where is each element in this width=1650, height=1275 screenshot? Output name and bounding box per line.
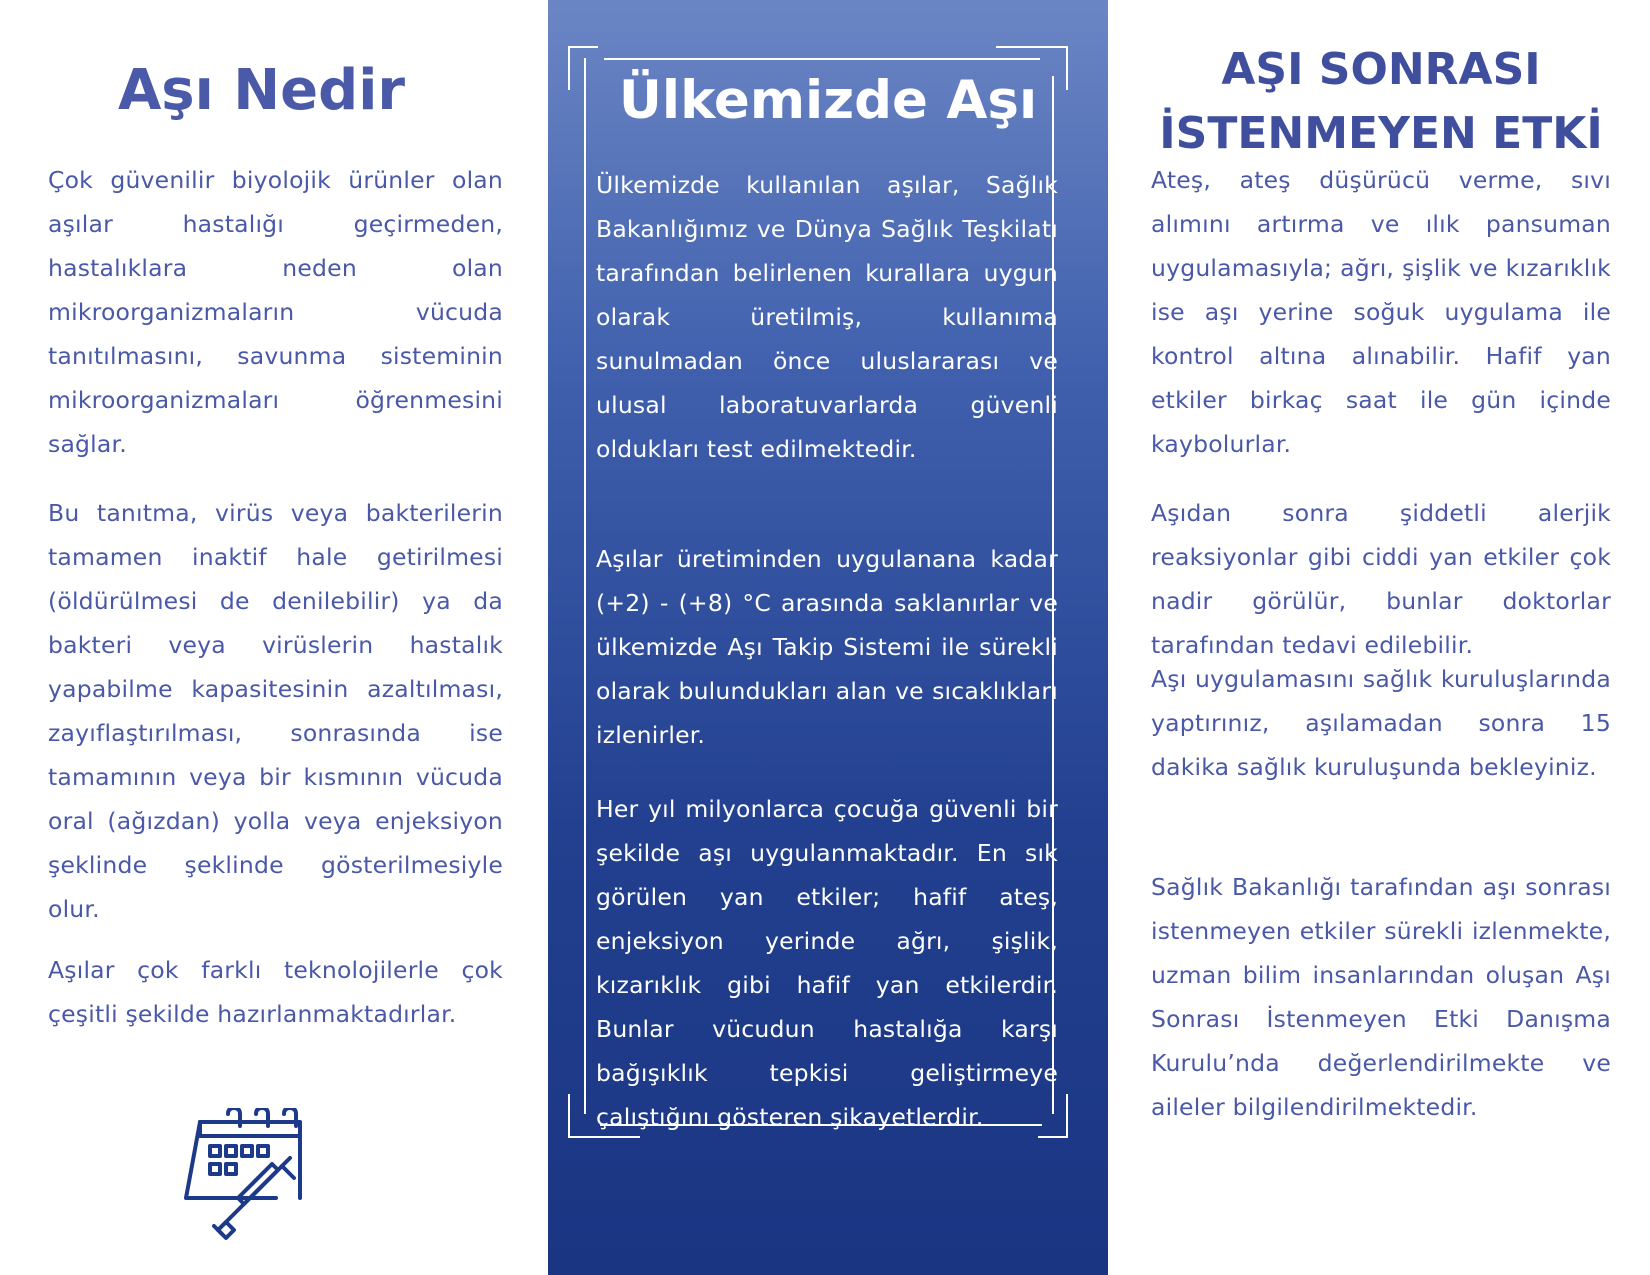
calendar-syringe-icon xyxy=(178,1108,318,1248)
middle-paragraph-2: Aşılar üretiminden uygulanana kadar (+2) - (+8) °C arasında saklanırlar ve ülkemizde Aşı Takip Sistemi ile sürekli olarak bulundukları alan ve sıcaklıkları izlenirler. xyxy=(596,545,1058,749)
right-paragraph-2: Aşıdan sonra şiddetli alerjik reaksiyonlar gibi ciddi yan etkiler çok nadir görülür, bunlar doktorlar tarafından tedavi edilebilir. xyxy=(1151,499,1611,659)
middle-paragraph-1: Ülkemizde kullanılan aşılar, Sağlık Bakanlığımız ve Dünya Sağlık Teşkilatı tarafından belirlenen kurallara uygun olarak üretilmiş, kullanıma sunulmadan önce uluslararası ve ulusal laboratuvarlarda güvenli oldukları test edilmektedir. xyxy=(596,171,1058,463)
right-title-line-1: AŞI SONRASI xyxy=(1221,44,1541,95)
middle-panel xyxy=(548,0,1108,1275)
middle-paragraph-3: Her yıl milyonlarca çocuğa güvenli bir şekilde aşı uygulanmaktadır. En sık görülen yan etkiler; hafif ateş, enjeksiyon yerinde ağrı, şişlik, kızarıklık gibi hafif yan etkilerdir. Bunlar vücudun hastalığa karşı bağışıklık tepkisi geliştirmeye çalıştığını gösteren şikayetlerdir. xyxy=(596,795,1058,1131)
right-paragraph-3: Aşı uygulamasını sağlık kuruluşlarında yaptırınız, aşılamadan sonra 15 dakika sağlık kuruluşunda bekleyiniz. xyxy=(1151,665,1611,781)
left-paragraph-2: Bu tanıtma, virüs veya bakterilerin tamamen inaktif hale getirilmesi (öldürülmesi de denilebilir) ya da bakteri veya virüslerin hastalık yapabilme kapasitesinin azaltılması, zayıflaştırılması, sonrasında ise tamamının veya bir kısmının vücuda oral (ağızdan) yolla veya enjeksiyon şeklinde şeklinde gösterilmesiyle olur. xyxy=(48,499,503,923)
right-title-line-2: İSTENMEYEN ETKİ xyxy=(1159,108,1603,159)
right-paragraph-1: Ateş, ateş düşürücü verme, sıvı alımını artırma ve ılık pansuman uygulamasıyla; ağrı, şişlik ve kızarıklık ise aşı yerine soğuk uygulama ile kontrol altına alınabilir. Hafif yan etkiler birkaç saat ile gün içinde kaybolurlar. xyxy=(1151,166,1611,458)
left-paragraph-3: Aşılar çok farklı teknolojilerle çok çeşitli şekilde hazırlanmaktadırlar. xyxy=(48,956,503,1028)
left-title: Aşı Nedir xyxy=(117,58,406,123)
left-paragraph-1: Çok güvenilir biyolojik ürünler olan aşılar hastalığı geçirmeden, hastalıklara neden olan mikroorganizmaların vücuda tanıtılmasını, savunma sisteminin mikroorganizmaları öğrenmesini sağlar. xyxy=(48,166,503,458)
middle-title: Ülkemizde Aşı xyxy=(618,70,1038,131)
right-paragraph-4: Sağlık Bakanlığı tarafından aşı sonrası istenmeyen etkiler sürekli izlenmekte, uzman bilim insanlarından oluşan Aşı Sonrası İstenmeyen Etki Danışma Kurulu’nda değerlendirilmekte ve aileler bilgilendirilmektedir. xyxy=(1151,873,1611,1121)
right-title xyxy=(1151,38,1611,166)
